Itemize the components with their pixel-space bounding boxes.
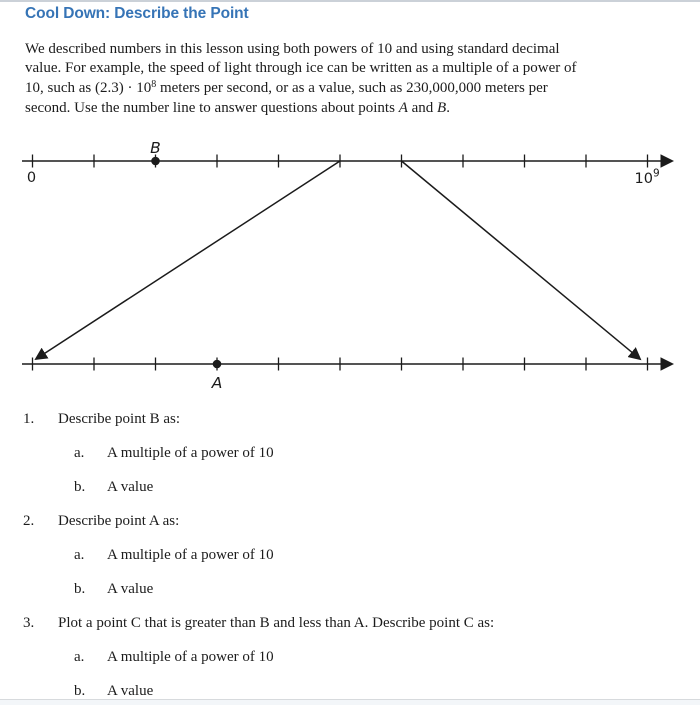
subitem-letter: a. [74, 445, 85, 461]
question-text: Describe point A as: [58, 513, 180, 529]
number-line-diagram [0, 138, 700, 400]
question-subitem [74, 648, 693, 667]
axis-zero-label: 0 [26, 170, 37, 186]
subitem-letter: a. [74, 649, 85, 665]
intro-line: 10, such as $(2.3) \cdot 10^8$ meters per second, or as a value, such as 230,000,000 meters per [25, 78, 548, 96]
zoom-line-left [36, 161, 340, 359]
question-subitem [74, 580, 693, 599]
intro-line: second. Use the number line to answer questions about points A and B. [25, 100, 450, 117]
subitem-text: A value [107, 581, 154, 597]
subitem-text: A value [107, 683, 154, 699]
question-number: 2. [23, 513, 35, 529]
question-text: Plot a point C that is greater than B and less than A. Describe point C as: [58, 615, 495, 631]
subitem-letter: b. [74, 683, 86, 699]
subitem-text: A value [107, 479, 154, 495]
subitem-text: A multiple of a power of 10 [107, 445, 274, 461]
question-number: 1. [23, 411, 35, 427]
point-A-label: A [211, 374, 223, 392]
subitem-text: A multiple of a power of 10 [107, 547, 274, 563]
page-top-border [0, 0, 700, 2]
intro-paragraph [25, 40, 697, 119]
point-B-label: B [150, 139, 161, 157]
subitem-letter: b. [74, 479, 86, 495]
axis-max-label: $10^9$ [634, 167, 660, 187]
question-number: 3. [23, 615, 35, 631]
intro-line: We described numbers in this lesson using both powers of 10 and using standard decimal [25, 41, 560, 57]
subitem-letter: b. [74, 581, 86, 597]
point-A-dot [213, 360, 222, 369]
question-subitem [74, 478, 693, 497]
question-item [23, 614, 693, 633]
subitem-letter: a. [74, 547, 85, 563]
question-item [23, 512, 693, 531]
zoom-line-right [402, 161, 641, 359]
questions-list [23, 410, 693, 716]
question-subitem [74, 546, 693, 565]
question-subitem [74, 444, 693, 463]
page-title: Cool Down: Describe the Point [25, 5, 249, 22]
intro-line: value. For example, the speed of light through ice can be written as a multiple of a power of [25, 60, 577, 77]
question-item [23, 410, 693, 429]
question-text: Describe point B as: [58, 411, 181, 427]
number-line-figure [0, 138, 700, 400]
page-bottom-band [0, 699, 700, 705]
subitem-text: A multiple of a power of 10 [107, 649, 274, 665]
point-B-dot [151, 157, 160, 166]
